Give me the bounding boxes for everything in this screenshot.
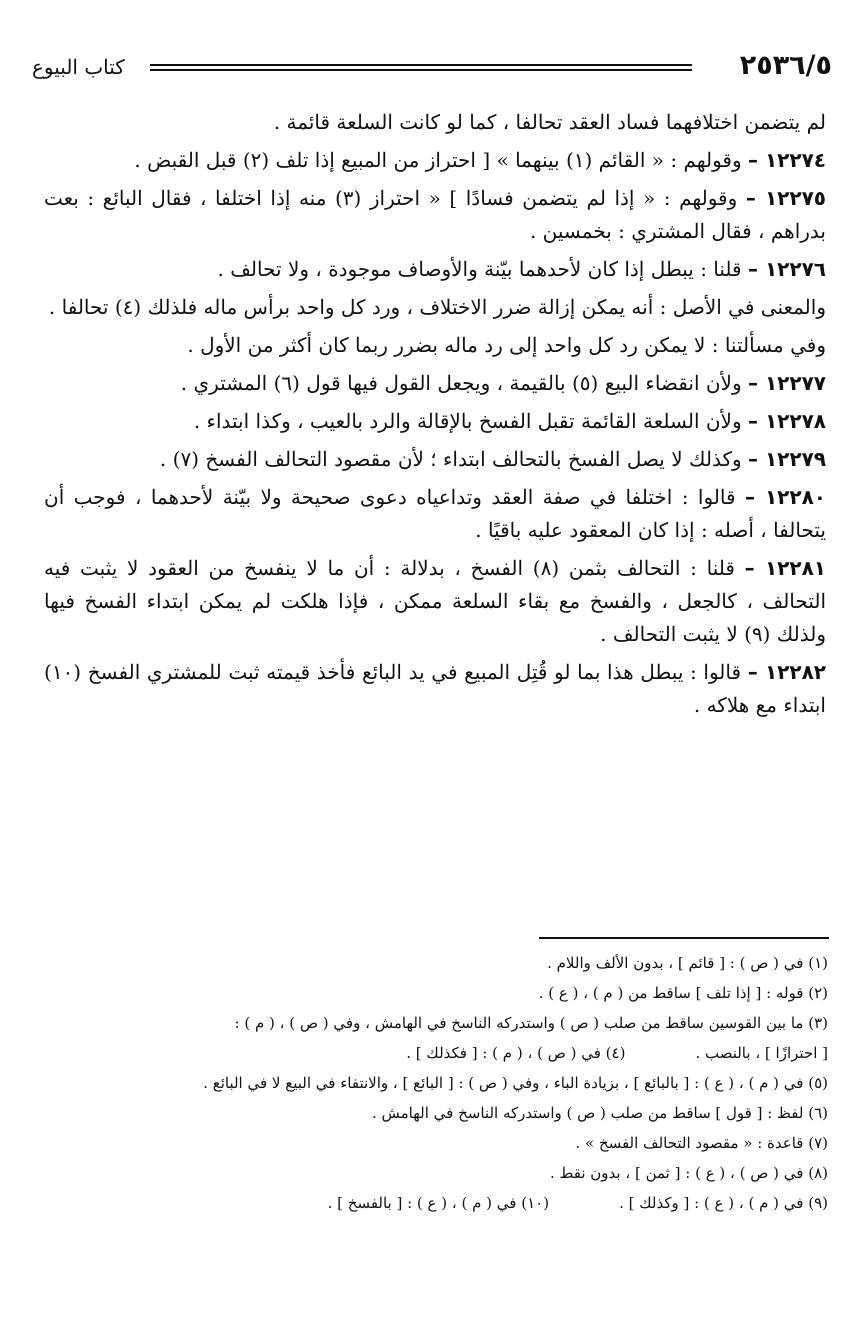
paragraph-12280 [44, 481, 826, 547]
paragraph-text: ولأن انقضاء البيع (٥) بالقيمة ، ويجعل القول فيها قول (٦) المشتري . [180, 371, 742, 395]
footnote-text: (٨) في ( ص ) ، ( ع ) : [ ثمن ] ، بدون نقط . [549, 1164, 828, 1182]
footnotes [40, 948, 828, 1218]
paragraph-number: ١٢٢٧٧ – [747, 371, 826, 395]
paragraph-text: لم يتضمن اختلافهما فساد العقد تحالفا ، كما لو كانت السلعة قائمة . [273, 110, 826, 134]
footnote-text: (٧) قاعدة : « مقصود التحالف الفسخ » . [575, 1134, 828, 1152]
footnote-text: (٩) في ( م ) ، ( ع ) : [ وكذلك ] . [619, 1194, 828, 1212]
footnote-text: (١) في ( ص ) : [ قائم ] ، بدون الألف واللام . [547, 954, 828, 972]
footnote-9-10 [40, 1188, 828, 1218]
footnote-text: (٥) في ( م ) ، ( ع ) : [ بالبائع ] ، بزيادة الباء ، وفي ( ص ) : [ البائع ] ، والانتفاء في البيع لا في البائع . [203, 1074, 828, 1092]
paragraph-text: قالوا : اختلفا في صفة العقد وتداعياه دعوى صحيحة ولا بيّنة لأحدهما ، فوجب أن يتحالفا ، أصله : إذا كان المعقود عليه باقيًا . [44, 485, 826, 542]
paragraph-number: ١٢٢٨١ – [744, 556, 827, 580]
footnote-6 [40, 1098, 828, 1128]
footnote-text-second: (٤) في ( ص ) ، ( م ) : [ فكذلك ] . [406, 1044, 626, 1062]
paragraph-5 [44, 291, 826, 324]
footnote-8 [40, 1158, 828, 1188]
footnote-2 [40, 978, 828, 1008]
footnote-1 [40, 948, 828, 978]
footnote-7 [40, 1128, 828, 1158]
paragraph-text: قالوا : يبطل هذا بما لو قُتِل المبيع في يد البائع فأخذ قيمته ثبت للمشتري الفسخ (١٠) ابتداء مع هلاكه . [44, 660, 826, 717]
paragraph-text: وكذلك لا يصل الفسخ بالتحالف ابتداء ؛ لأن مقصود التحالف الفسخ (٧) . [159, 447, 742, 471]
footnote-text: (٢) قوله : [ إذا تلف ] ساقط من ( م ) ، ( ع ) . [538, 984, 828, 1002]
paragraph-12276 [44, 253, 826, 286]
paragraph-12275 [44, 182, 826, 248]
paragraph-text: قلنا : التحالف بثمن (٨) الفسخ ، بدلالة : أن ما لا ينفسخ من العقود لا يثبت فيه التحالف ، كالجعل ، والفسخ مع بقاء السلعة ممكن ، فإذا هلكت لم يمكن ابتداء الفسخ فيها ولذلك (٩) لا يثبت التحالف . [44, 556, 826, 646]
paragraph-number: ١٢٢٧٦ – [747, 257, 826, 281]
paragraph-text: ولأن السلعة القائمة تقبل الفسخ بالإقالة والرد بالعيب ، وكذا ابتداء . [193, 409, 742, 433]
footnote-3-cont-4 [40, 1038, 828, 1068]
paragraph-number: ١٢٢٧٤ – [747, 148, 826, 172]
paragraph-number: ١٢٢٨٢ – [747, 660, 826, 684]
paragraph-text: والمعنى في الأصل : أنه يمكن إزالة ضرر الاختلاف ، ورد كل واحد برأس ماله فلذلك (٤) تحالفا . [48, 295, 826, 319]
paragraph-12281 [44, 552, 826, 651]
paragraph-12278 [44, 405, 826, 438]
book-title: كتاب البيوع [32, 55, 125, 79]
paragraph-1 [44, 106, 826, 139]
paragraph-12277 [44, 367, 826, 400]
paragraph-text: وقولهم : « القائم (١) بينهما » [ احتراز من المبيع إذا تلف (٢) قبل القبض . [134, 148, 742, 172]
header-rule [150, 64, 692, 66]
paragraph-text: قلنا : يبطل إذا كان لأحدهما بيّنة والأوصاف موجودة ، ولا تحالف . [217, 257, 742, 281]
paragraph-12274 [44, 144, 826, 177]
header-rule-lower [150, 69, 692, 71]
paragraph-number: ١٢٢٧٩ – [747, 447, 826, 471]
footnote-3 [40, 1008, 828, 1038]
footnote-text: (٦) لفظ : [ قول ] ساقط من صلب ( ص ) واستدركه الناسخ في الهامش . [371, 1104, 828, 1122]
paragraph-text: وقولهم : « إذا لم يتضمن فسادًا ] « احتراز (٣) منه إذا اختلفا ، فقال البائع : بعت بدراهم ، فقال المشتري : بخمسين . [44, 186, 826, 243]
paragraph-number: ١٢٢٨٠ – [744, 485, 827, 509]
paragraph-6 [44, 329, 826, 362]
footnote-separator [539, 937, 829, 939]
paragraph-12279 [44, 443, 826, 476]
main-text [44, 106, 826, 727]
paragraph-12282 [44, 656, 826, 722]
footnote-text: (٣) ما بين القوسين ساقط من صلب ( ص ) واستدركه الناسخ في الهامش ، وفي ( ص ) ، ( م ) : [234, 1014, 828, 1032]
footnote-text: [ احترازًا ] ، بالنصب . [695, 1044, 828, 1062]
page-number: ٢٥٣٦/٥ [739, 50, 832, 81]
paragraph-text: وفي مسألتنا : لا يمكن رد كل واحد إلى رد ماله بضرر ربما كان أكثر من الأول . [187, 333, 826, 357]
paragraph-number: ١٢٢٧٨ – [747, 409, 826, 433]
footnote-5 [40, 1068, 828, 1098]
paragraph-number: ١٢٢٧٥ – [745, 186, 827, 210]
page-header [32, 48, 832, 88]
footnote-text-second: (١٠) في ( م ) ، ( ع ) : [ بالفسخ ] . [327, 1194, 550, 1212]
